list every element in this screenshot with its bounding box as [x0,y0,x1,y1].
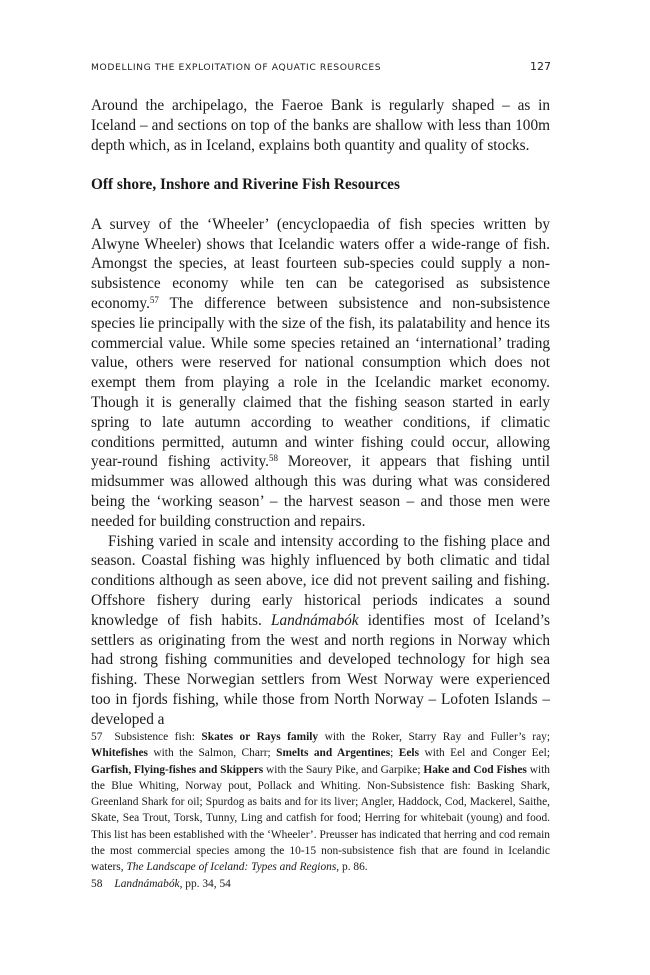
footnote-58-text: , pp. 34, 54 [179,877,231,890]
footnote-57-text: with the Salmon, Charr; [147,747,277,760]
paragraph-2-italic-title: Landnámabók [271,611,359,629]
footnote-57-bold: Smelts and Argentines [276,747,391,760]
footnote-58 [91,876,550,892]
footnote-57-bold: Skates or Rays family [201,731,319,743]
page-number: 127 [530,60,551,73]
paragraph-2-part-a: Fishing varied in scale and intensity according to the fishing place and season. Coastal fishing was highly influenced by both climatic and tidal conditions although as seen above, ice did not prevent sailing and fishing. Offshore fishery during early historical periods indicates a sound knowledge of fish habits. [91,532,550,629]
footnote-ref-57[interactable]: 57 [149,294,159,305]
footnote-57-bold: Garfish, Flying-fishes and Skippers [91,763,264,776]
footnote-58-italic-title: Landnámabók [114,877,180,890]
body-text [91,96,550,730]
footnote-57-text: with the Blue Whiting, Norway pout, Pollack and Whiting. Non-Subsistence fish: Basking Shark, Greenland Shark for oil; Spurdog as baits and for its liver; Angler, Haddock, Cod, Mackerel, Saithe, Skate, Sea Trout, Torsk, Tunny, Ling and catfish for food; Herring for whitebait (young) and food. This list has been established with the ‘Wheeler’. Preusser has indicated that herring and cod remain the most commercial species among the 10-15 non-subsistence fish that are found in Icelandic waters, [91,763,550,874]
paragraph-2 [91,532,550,730]
footnote-57-text: Subsistence fish: [114,731,202,743]
footnote-57-text: ; [390,747,399,760]
footnote-57-bold: Eels [398,747,420,760]
page-header [91,60,551,78]
footnote-58-number: 58 [91,877,103,890]
paragraph-1 [91,215,550,532]
footnote-57-bold: Whitefishes [91,747,148,760]
paragraph-1-part-a: A survey of the ‘Wheeler’ (encyclopaedia of fish species written by Alwyne Wheeler) shows that Icelandic waters offer a wide-range of fish. Amongst the species, at least fourteen sub-species could supply a non-subsistence economy while ten can be categorised as subsistence economy. [91,215,550,312]
footnote-57-text: with Eel and Conger Eel; [419,747,550,760]
footnote-ref-58[interactable]: 58 [268,453,278,464]
footnote-57-bold: Hake and Cod Fishes [423,763,527,776]
footnote-57-italic-title: The Landscape of Iceland: Types and Regions [126,861,337,874]
paragraph-1-part-c: Moreover, it appears that fishing until midsummer was allowed although this was during what was considered being the ‘working season’ – the harvest season – and those men were needed for building construction and repairs. [91,453,550,530]
footnote-57 [91,729,550,876]
intro-paragraph: Around the archipelago, the Faeroe Bank is regularly shaped – as in Iceland – and sections on top of the banks are shallow with less than 100m depth which, as in Iceland, explains both quantity and quality of stocks. [91,97,550,154]
paragraph-1-part-b: The difference between subsistence and non-subsistence species lie principally with the size of the fish, its palatability and hence its commercial value. While some species retained an ‘international’ trading value, others were reserved for national consumption which does not exempt them from playing a role in the Icelandic market economy. Though it is generally claimed that the fishing season started in early spring to late autumn according to weather conditions, if climatic conditions permitted, autumn and winter fishing could occur, allowing year-round fishing activity. [91,294,550,471]
footnotes [91,729,550,892]
section-heading: Off shore, Inshore and Riverine Fish Resources [91,176,400,194]
running-head: MODELLING THE EXPLOITATION OF AQUATIC RESOURCES [91,62,382,73]
footnote-57-text: , p. 86. [336,861,368,874]
footnote-57-text: with the Roker, Starry Ray and Fuller’s ray; [318,731,550,743]
footnote-57-text: with the Saury Pike, and Garpike; [263,763,424,776]
footnote-57-number: 57 [91,731,103,743]
paragraph-2-part-b: identifies most of Iceland’s settlers as originating from the west and north regions in Norway which had strong fishing communities and developed technology for high sea fishing. These Norwegian settlers from West Norway were experienced too in fjords fishing, while those from North Norway – Lofoten Islands – developed a [91,611,550,728]
